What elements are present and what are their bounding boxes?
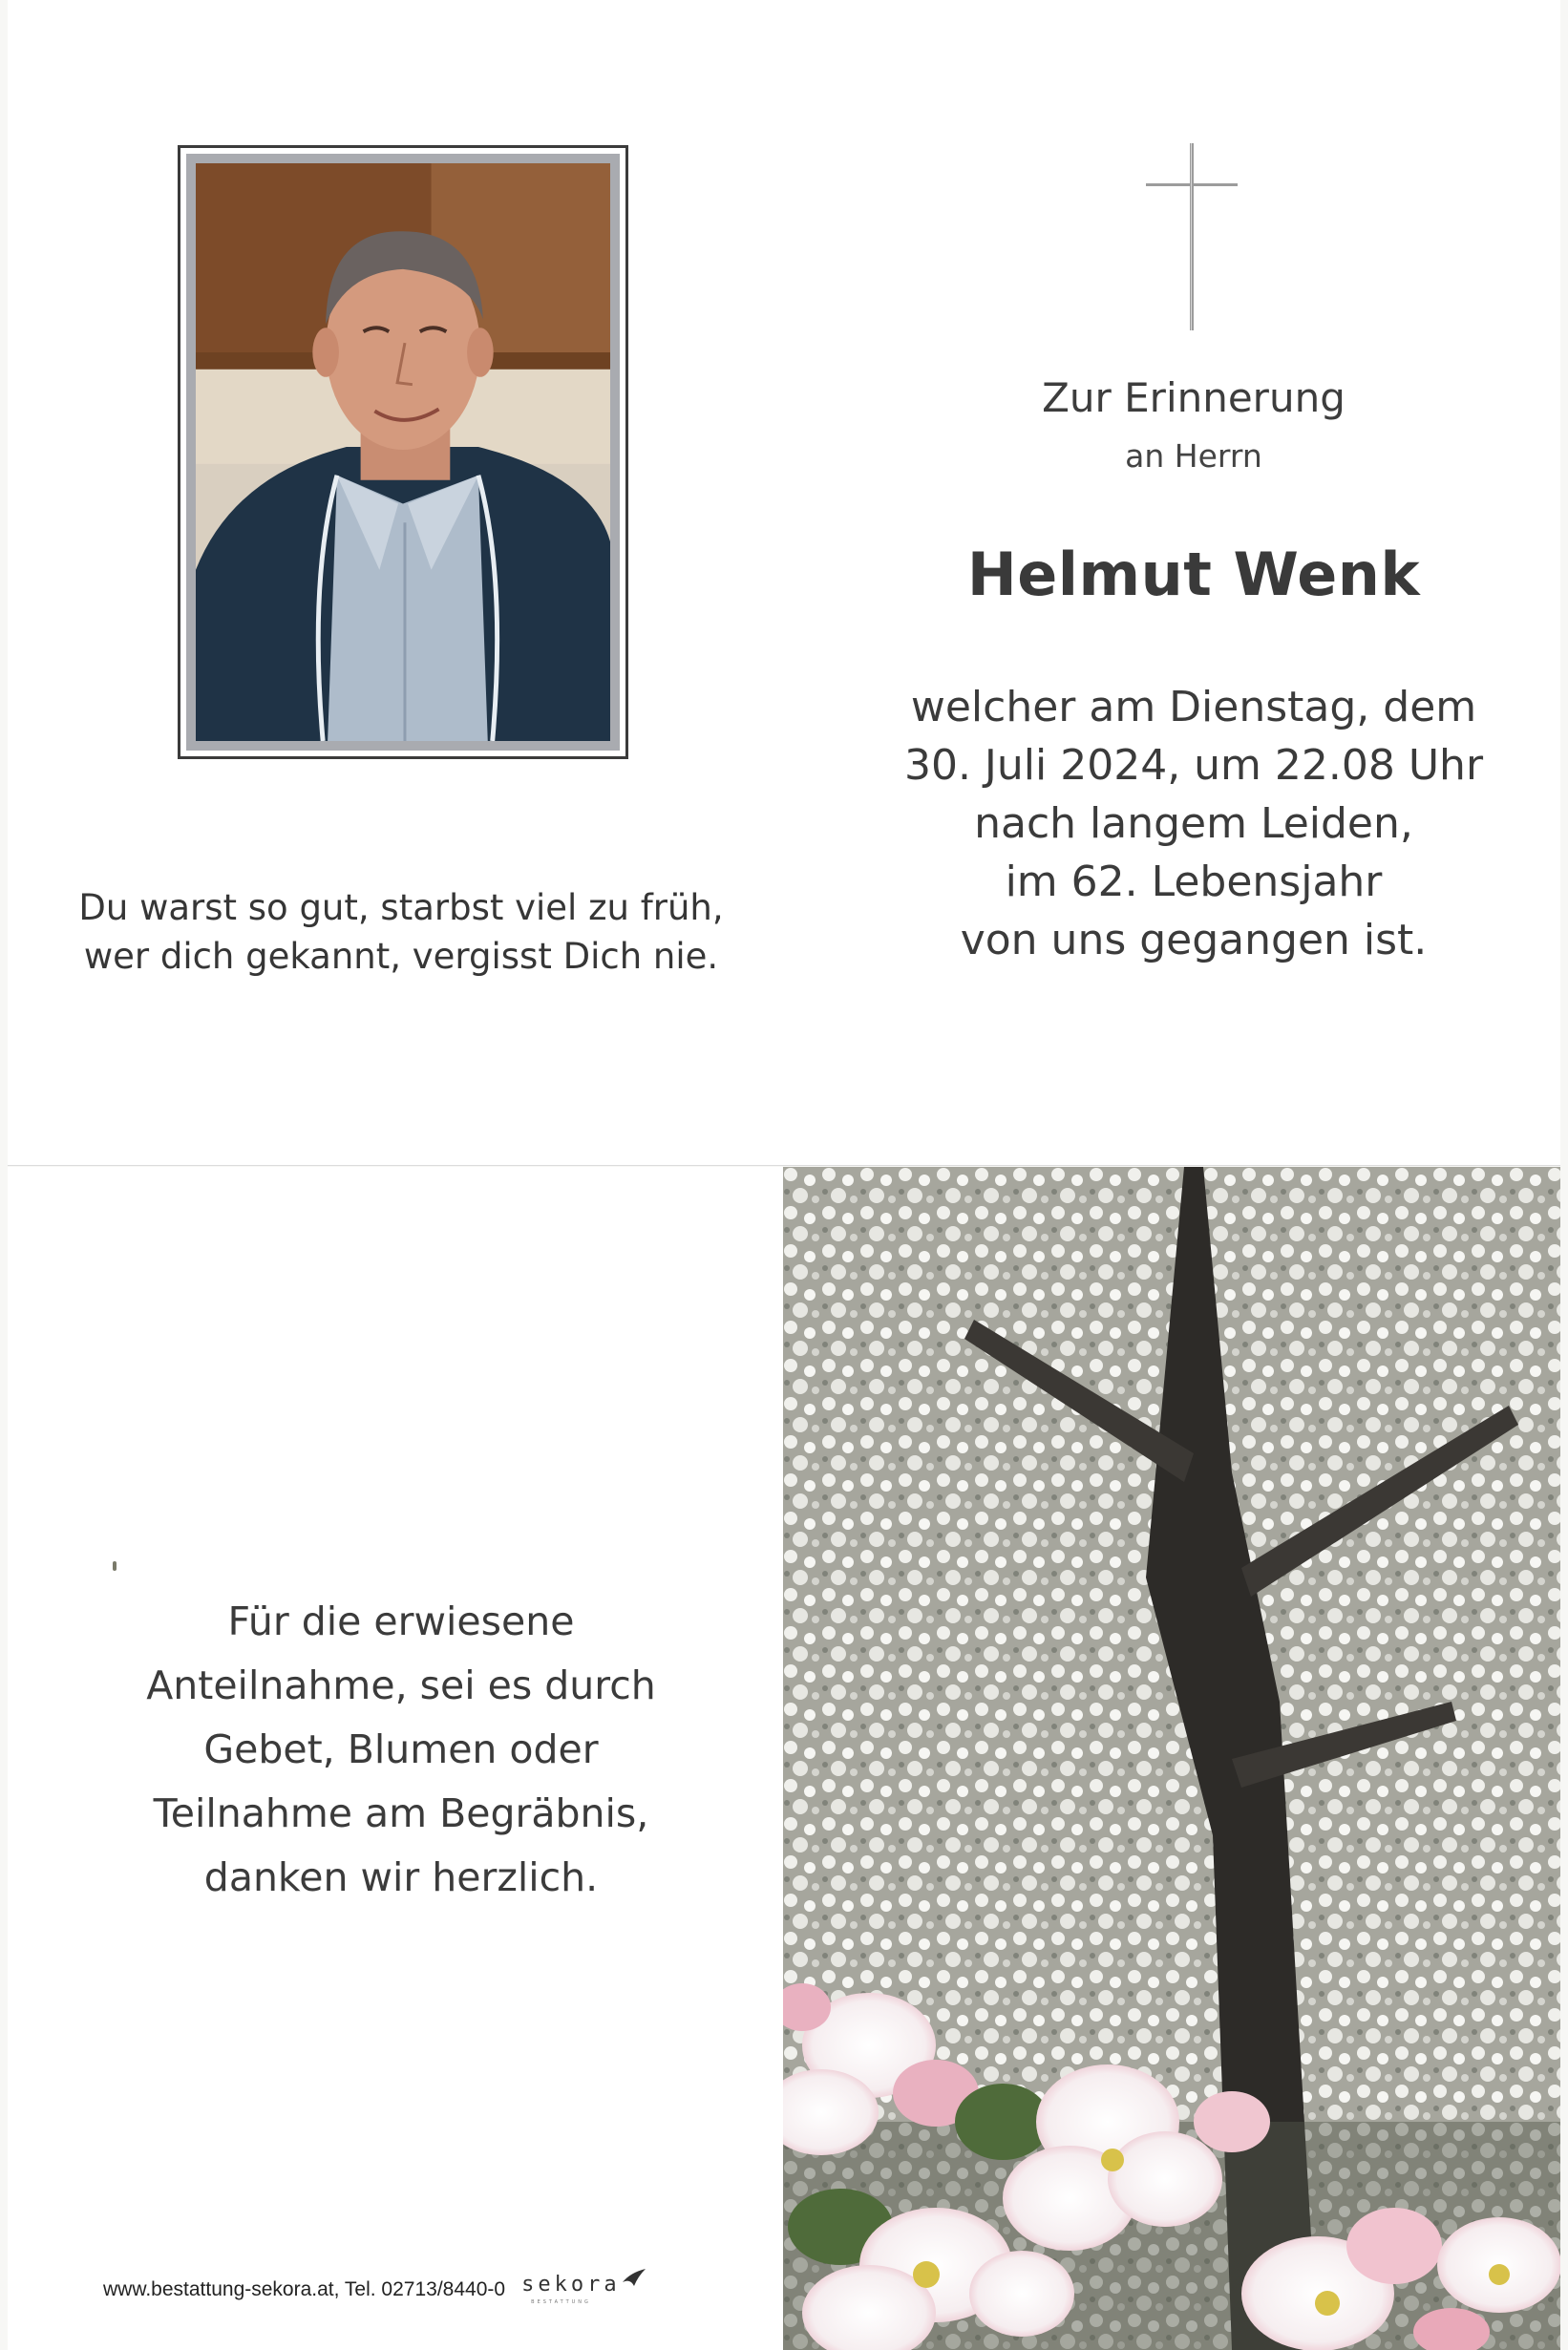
portrait-photo [196,163,610,741]
portrait-frame [178,145,628,759]
thanks-line: Für die erwiesene [227,1598,575,1644]
logo-word: sekora [521,2273,621,2297]
details-line: welcher am Dienstag, dem [910,683,1477,731]
thanks-line: danken wir herzlich. [203,1854,599,1900]
bird-icon [621,2267,647,2288]
thanks-line: Teilnahme am Begräbnis, [153,1790,649,1836]
details-line: 30. Juli 2024, um 22.08 Uhr [903,741,1484,790]
remembrance-heading: Zur Erinnerung [1042,374,1346,421]
thanks-line: Anteilnahme, sei es durch [146,1662,656,1708]
thanks-line: Gebet, Blumen oder [203,1726,599,1772]
details-line: nach langem Leiden, [974,799,1413,848]
details-line: im 62. Lebensjahr [1005,857,1383,906]
scan-speck [113,1561,117,1571]
verse-line: wer dich gekannt, vergisst Dich nie. [83,936,719,977]
to-mister-text: an Herrn [1125,437,1262,475]
portrait-mat [186,154,620,751]
cross-icon [1146,143,1238,330]
blossom-photo [783,1167,1560,2350]
sekora-logo [521,2271,636,2309]
memorial-verse [57,883,745,981]
logo-subtitle: BESTATTUNG [531,2299,591,2305]
deceased-name: Helmut Wenk [966,540,1421,609]
verse-line: Du warst so gut, starbst viel zu früh, [78,887,724,928]
thanks-message [95,1590,707,1910]
details-line: von uns gegangen ist. [960,916,1428,964]
death-details [859,678,1528,969]
footer-contact: www.bestattung-sekora.at, Tel. 02713/8440-0 [103,2278,506,2300]
footer [103,2271,636,2309]
